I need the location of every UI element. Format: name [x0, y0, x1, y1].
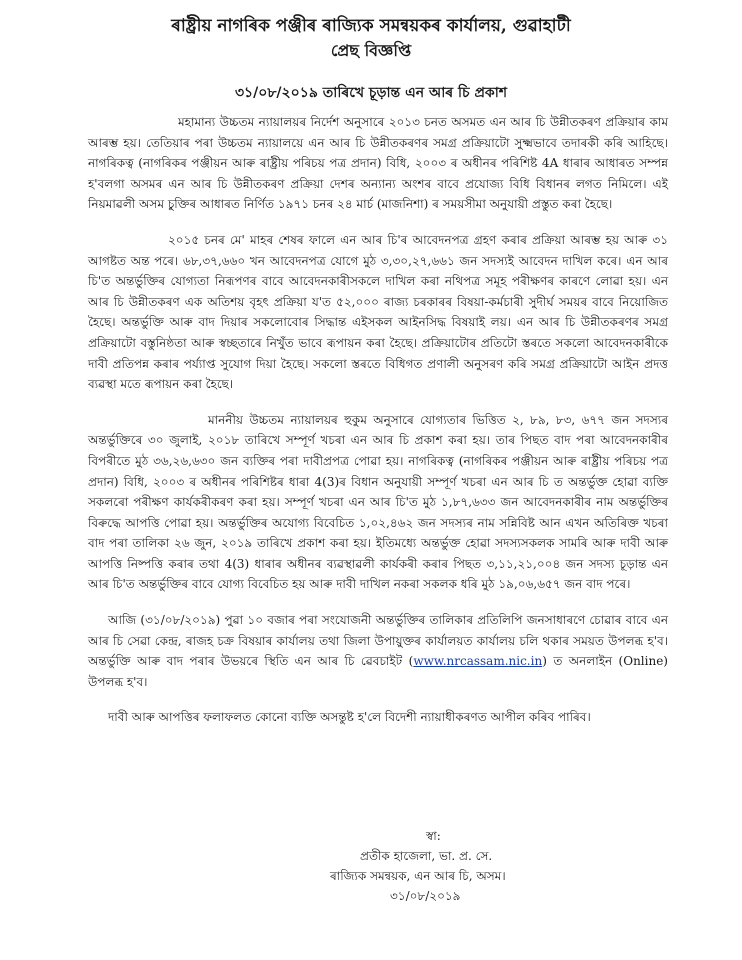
nrc-website-link[interactable]: www.nrcassam.nic.in	[413, 654, 543, 669]
signatory-name: প্ৰতীক হাজেলা, ভা. প্ৰ. সে.	[360, 849, 493, 863]
document-body	[88, 112, 668, 728]
paragraph-background: মহামান্য উচ্চতম ন্যায়ালয়ৰ নিৰ্দেশ অনুসাৰে ২০১৩ চনত অসমত এন আৰ চি উন্নীতকৰণ প্ৰক্ৰিয়াৰ কাম আৰম্ভ হয়। তেতিয়াৰ পৰা উচ্চতম ন্যায়ালয়ে এন আৰ চি উন্নীতকৰণৰ সমগ্ৰ প্ৰক্ৰিয়াটো সুক্ষ্মভাবে তদাৰকী কৰি আহিছে। নাগৰিকত্ব (নাগৰিকৰ পঞ্জীয়ন আৰু ৰাষ্ট্ৰীয় পৰিচয় পত্ৰ প্ৰদান) বিধি, ২০০৩ ৰ অধীনৰ পৰিশিষ্ট 4A ধাৰাৰ আধাৰত সম্পন্ন হ'বলগা অসমৰ এন আৰ চি উন্নীতকৰণ প্ৰক্ৰিয়া দেশৰ অন্যান্য অংশৰ বাবে প্ৰযোজ্য বিধি বিধানৰ লগত নিমিলে। এই নিয়মাৱলী অসম চুক্তিৰ আধাৰত নিৰ্ণিত ১৯৭১ চনৰ ২৪ মাৰ্চ (মাজনিশা) ৰ সময়সীমা অনুযায়ী প্ৰস্তুত কৰা হৈছে।	[88, 115, 668, 212]
signature-block	[330, 826, 570, 906]
paragraph-application-process: ২০১৫ চনৰ মে' মাহৰ শেষৰ ফালে এন আৰ চি'ৰ আবেদনপত্ৰ গ্ৰহণ কৰাৰ প্ৰক্ৰিয়া আৰম্ভ হয় আৰু ৩১ আগষ্টত অন্ত পৰে। ৬৮,৩৭,৬৬০ খন আবেদনপত্ৰ যোগে মুঠ ৩,৩০,২৭,৬৬১ জন সদস্যই আবেদন দাখিল কৰে। এন আৰ চি'ত অন্তৰ্ভুক্তিৰ যোগ্যতা নিৰূপণৰ বাবে আবেদনকাৰীসকলে দাখিল কৰা নথিপত্ৰ সমূহ পৰীক্ষণৰ কাৰণে লোৱা হয়। এন আৰ চি উন্নীতকৰণ এক অতিশয় বৃহৎ প্ৰক্ৰিয়া য'ত ৫২,০০০ ৰাজ্য চৰকাৰৰ বিষয়া-কৰ্মচাৰী সুদীৰ্ঘ সময়ৰ বাবে নিয়োজিত হৈছে। অন্তৰ্ভুক্তি আৰু বাদ দিয়াৰ সকলোবোৰ সিদ্ধান্ত এইসকল আইনসিদ্ধ বিষয়াই লয়। এন আৰ চি উন্নীতকৰণৰ সমগ্ৰ প্ৰক্ৰিয়াটো বস্তুনিষ্ঠতা আৰু স্বচ্ছতাৰে নিখুঁত ভাবে ৰূপায়ন কৰা হৈছে। প্ৰক্ৰিয়াটোৰ প্ৰতিটো স্তৰতে সকলো আবেদনকাৰীকে দাবী প্ৰতিপন্ন কৰাৰ পৰ্য্যাপ্ত সুযোগ দিয়া হৈছে। সকলো স্তৰতে বিধিগত প্ৰণালী অনুসৰণ কৰি সমগ্ৰ প্ৰক্ৰিয়াটো আইন প্ৰদত্ত ব্যৱস্থা মতে ৰূপায়ন কৰা হৈছে।	[88, 232, 668, 392]
office-title: ৰাষ্ট্ৰীয় নাগৰিক পঞ্জীৰ ৰাজ্যিক সমন্বয়কৰ কাৰ্যালয়, গুৱাহাটী	[171, 16, 571, 36]
signatory-designation: ৰাজ্যিক সমন্বয়ক, এন আৰ চি, অসম।	[330, 869, 506, 883]
paragraph-draft-and-claims: মাননীয় উচ্চতম ন্যায়ালয়ৰ হুকুম অনুসাৰে যোগ্যতাৰ ভিত্তিত ২, ৮৯, ৮৩, ৬৭৭ জন সদস্যৰ অন্তৰ্ভুক্তিৰে ৩০ জুলাই, ২০১৮ তাৰিখে সম্পূৰ্ণ খচৰা এন আৰ চি প্ৰকাশ কৰা হয়। তাৰ পিছত বাদ পৰা আবেদনকাৰীৰ বিপৰীতে মুঠ ৩৬,২৬,৬৩০ জন ব্যক্তিৰ পৰা দাবীপ্ৰপত্ৰ পোৱা হয়। নাগৰিকত্ব (নাগৰিকৰ পঞ্জীয়ন আৰু ৰাষ্ট্ৰীয় পৰিচয় পত্ৰ প্ৰদান) বিধি, ২০০৩ ৰ অধীনৰ পৰিশিষ্টৰ ধাৰা 4(3)ৰ বিধান অনুযায়ী সম্পূৰ্ণ খচৰা এন আৰ চি ত অন্তৰ্ভুক্ত হোৱা ব্যক্তি সকলৰো পৰীক্ষণ কাৰ্যকৰীকৰণ কৰা হয়। সম্পূৰ্ণ খচৰা এন আৰ চি'ত মুঠ ১,৮৭,৬৩৩ জন আবেদনকাৰীৰ নাম অন্তৰ্ভুক্তিৰ বিৰুদ্ধে আপত্তি পোৱা হয়। অন্তৰ্ভুক্তিৰ অযোগ্য বিবেচিত ১,০২,৪৬২ জন সদস্যৰ নাম সন্নিবিষ্ট আন এখন অতিৰিক্ত খচৰা বাদ পৰা তালিকা ২৬ জুন, ২০১৯ তাৰিখে প্ৰকাশ কৰা হয়। ইতিমধ্যে অন্তৰ্ভুক্ত হোৱা সদস্যসকলক সামৰি আৰু দাবী আৰু আপত্তি নিষ্পত্তি কৰাৰ তথা 4(3) ধাৰাৰ অধীনৰ ব্যৱস্থাৱলী কাৰ্যকৰী কৰাৰ পিছত ৩,১১,২১,০০৪ জন সদস্য চূড়ান্ত এন আৰ চি'ত অন্তৰ্ভুক্তিৰ বাবে যোগ্য বিবেচিত হয় আৰু দাবী দাখিল নকৰা সকলক ধৰি মুঠ ১৯,০৬,৬৫৭ জন বাদ পৰে।	[88, 412, 668, 592]
paragraph-availability	[88, 610, 668, 692]
headline: ৩১/০৮/২০১৯ তাৰিখে চূড়ান্ত এন আৰ চি প্ৰকাশ	[234, 85, 508, 101]
paragraph-appeal: দাবী আৰু আপত্তিৰ ফলাফলত কোনো ব্যক্তি অসন্তুষ্ট হ'লে বিদেশী ন্যায়াধীকৰণত আপীল কৰিব পাৰিব।	[108, 710, 591, 725]
document-header	[0, 0, 742, 104]
signature-mark: স্বা:	[426, 829, 441, 843]
availability-text-start: আজি (৩১/০৮/২০১৯) পুৱা ১০ বজাৰ পৰা সংযোজনী অন্তৰ্ভুক্তিৰ তালিকাৰ প্ৰতিলিপি জনসাধাৰণে চোৱাৰ বাবে এন আৰ চি সেৱা কেন্দ্ৰ, ৰাজহ চক্ৰ বিষয়াৰ কাৰ্যালয় তথা জিলা উপায়ুক্তৰ কাৰ্যালয়ত কাৰ্যালয় চলি থকাৰ সময়ত উপলব্ধ হ'ব। অন্তৰ্ভুক্তি আৰু বাদ পৰাৰ উভয়ৰে স্থিতি এন আৰ চি ৱেবচাইট (	[88, 613, 668, 669]
press-release-label: প্ৰেছ বিজ্ঞপ্তি	[330, 41, 412, 60]
signature-date: ৩১/০৮/২০১৯	[390, 889, 461, 903]
availability-text-end: ) ত অনলাইন (Online) উপলব্ধ হ'ব।	[88, 654, 668, 689]
